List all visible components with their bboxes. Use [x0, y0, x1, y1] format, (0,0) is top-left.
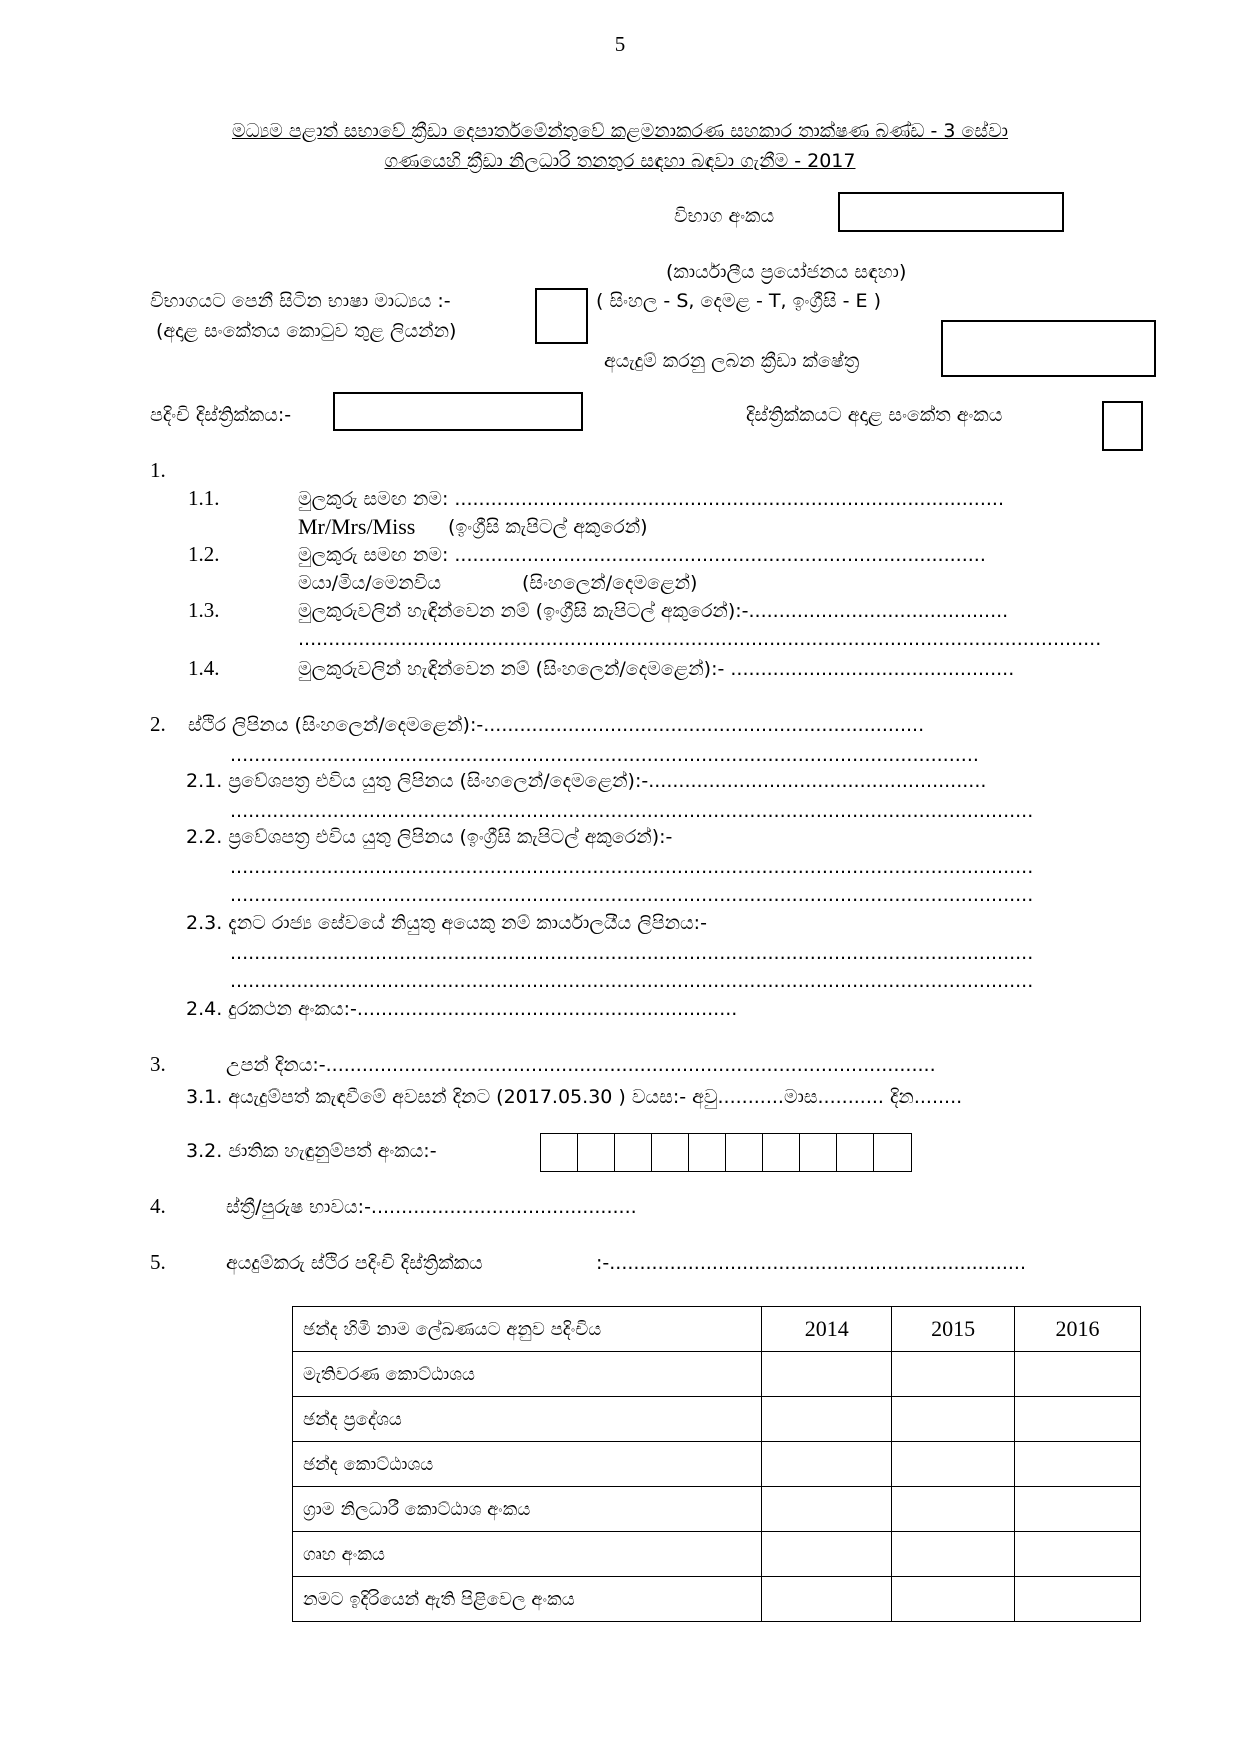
row-label: ගෘහ අංකය [293, 1532, 762, 1577]
section-4-number: 4. [150, 1194, 166, 1218]
exam-number-label: විභාග අංකය [674, 205, 775, 227]
nic-digit-cell[interactable] [541, 1134, 578, 1171]
item-1-2-title: මයා/මිය/මෙනවිය [298, 572, 442, 594]
table-row [293, 1487, 1141, 1532]
table-row [293, 1532, 1141, 1577]
item-2-3-office-address[interactable]: 2.3. දැනට රාජ්‍ය සේවයේ නියුතු අයෙකු නම් කාර්යාලයීය ලිපිනය:- [186, 912, 707, 934]
table-header-row [293, 1307, 1141, 1352]
district-box[interactable] [333, 392, 583, 431]
permanent-address-continuation[interactable]: ............................................................................................................................ [230, 744, 979, 766]
row-label: ඡන්ද කොට්ඨාශය [293, 1442, 762, 1487]
item-3-2-nic-label: 3.2. ජාතික හැඳුනුම්පත් අංකය:- [186, 1140, 437, 1162]
nic-digit-cell[interactable] [837, 1134, 874, 1171]
table-row [293, 1442, 1141, 1487]
nic-number-grid[interactable] [540, 1133, 912, 1172]
item-1-4-initials-name[interactable]: මුලකුරුවලින් හැඳින්වෙන නම් (සිංහලෙන්/දෙමළෙන්):- ............................................... [298, 658, 1015, 680]
exam-number-box[interactable] [838, 192, 1064, 232]
table-cell[interactable] [762, 1487, 892, 1532]
row-label: නමට ඉදිරියෙන් ඇති පිළිවෙල අංකය [293, 1577, 762, 1622]
district-code-box[interactable] [1102, 401, 1143, 451]
table-cell[interactable] [762, 1352, 892, 1397]
row-label: මැතිවරණ කොට්ඨාශය [293, 1352, 762, 1397]
nic-digit-cell[interactable] [578, 1134, 615, 1171]
district-label: පදිංචි දිස්ත්‍රික්කය:- [150, 404, 292, 426]
item-1-3-initials-name[interactable]: මුලකුරුවලින් හැඳින්වෙන නම් (ඉංග්‍රීසි කැපිටල් අකුරෙන්):-........................................... [298, 600, 1009, 622]
item-1-1-hint: (ඉංග්‍රීසි කැපිටල් අකුරෙන්) [448, 516, 648, 538]
item-1-4-number: 1.4. [188, 656, 220, 680]
table-cell[interactable] [1015, 1397, 1141, 1442]
section-3-number: 3. [150, 1052, 166, 1076]
table-cell[interactable] [892, 1532, 1015, 1577]
residence-table [292, 1306, 1141, 1622]
office-use-note: (කාර්යාලීය ප්‍රයෝජනය සඳහා) [666, 261, 907, 283]
item-1-3-number: 1.3. [188, 598, 220, 622]
nic-digit-cell[interactable] [652, 1134, 689, 1171]
page-number: 5 [614, 32, 626, 56]
table-cell[interactable] [892, 1577, 1015, 1622]
item-2-1-continuation[interactable]: ..................................................................................................................................... [230, 800, 1034, 822]
table-cell[interactable] [892, 1487, 1015, 1532]
item-2-2-continuation-2[interactable]: ..................................................................................................................................... [230, 884, 1034, 906]
table-cell[interactable] [892, 1442, 1015, 1487]
item-1-2-name[interactable]: මුලකුරු සමඟ නම: ........................................................................................ [298, 544, 986, 566]
language-medium-label: විභාගයට පෙනී සිටින භාෂා මාධ්‍යය :- [150, 290, 451, 312]
item-1-1-name[interactable]: මුලකුරු සමඟ නම: ........................................................................................... [298, 488, 1004, 510]
nic-digit-cell[interactable] [726, 1134, 763, 1171]
nic-digit-cell[interactable] [800, 1134, 837, 1171]
row-label: ඡන්ද ප්‍රදේශය [293, 1397, 762, 1442]
table-cell[interactable] [1015, 1487, 1141, 1532]
table-cell[interactable] [1015, 1532, 1141, 1577]
nic-digit-cell[interactable] [874, 1134, 911, 1171]
item-3-1-age[interactable]: 3.1. අයැදුම්පත් කැඳවීමේ අවසන් දිනට (2017.05.30 ) වයස:- අවු...........මාස........... දින........ [186, 1086, 963, 1108]
item-1-1-title: Mr/Mrs/Miss [298, 514, 416, 539]
section-2-number: 2. [150, 712, 166, 736]
language-codes: ( සිංහල - S, දෙමළ - T, ඉංග්‍රීසි - E ) [596, 290, 881, 312]
item-2-2-continuation-1[interactable]: ..................................................................................................................................... [230, 856, 1034, 878]
item-2-3-continuation-2[interactable]: ..................................................................................................................................... [230, 970, 1034, 992]
sport-field-label: අයැදුම් කරනු ලබන ක්‍රීඩා ක්ෂේත්‍ර [604, 350, 860, 372]
table-row [293, 1397, 1141, 1442]
year-2015-header: 2015 [892, 1307, 1015, 1352]
table-cell[interactable] [762, 1577, 892, 1622]
table-row [293, 1577, 1141, 1622]
form-title-line-1: මධ්‍යම පළාත් සභාවේ ක්‍රීඩා දෙපාර්තමේන්තුවේ කළමනාකරණ සහකාර තාක්ෂණ බණ්ඩ - 3 සේවා [231, 120, 1009, 142]
table-cell[interactable] [892, 1352, 1015, 1397]
language-code-box[interactable] [535, 288, 588, 344]
section-1-number: 1. [150, 458, 166, 482]
table-header-label: ඡන්ද හිමි නාම ලේඛණයට අනුව පදිංචිය [293, 1307, 762, 1352]
sport-field-box[interactable] [941, 320, 1156, 377]
gender[interactable]: ස්ත්‍රී/පුරුෂ භාවය:-............................................ [226, 1196, 637, 1218]
year-2016-header: 2016 [1015, 1307, 1141, 1352]
table-cell[interactable] [1015, 1442, 1141, 1487]
table-cell[interactable] [762, 1532, 892, 1577]
item-2-4-telephone[interactable]: 2.4. දුරකථන අංකය:-............................................................... [186, 998, 738, 1020]
item-1-1-number: 1.1. [188, 486, 220, 510]
section-5-number: 5. [150, 1250, 166, 1274]
table-cell[interactable] [892, 1397, 1015, 1442]
residence-district-label: අයදුම්කරු ස්ථිර පදිංචි දිස්ත්‍රික්කය [226, 1252, 483, 1274]
district-code-label: දිස්ත්‍රික්කයට අදාළ සංකේත අංකය [746, 404, 1003, 426]
language-medium-hint: (අදාළ සංකේතය කොටුව තුළ ලියන්න) [156, 320, 457, 342]
item-2-1-admission-address[interactable]: 2.1. ප්‍රවේශපත්‍ර එවිය යුතු ලිපිනය (සිංහලෙන්/දෙමළෙන්):-........................................................ [186, 770, 987, 792]
date-of-birth[interactable]: උපන් දිනය:-..................................................................................................... [226, 1054, 936, 1076]
table-cell[interactable] [1015, 1577, 1141, 1622]
item-1-2-number: 1.2. [188, 542, 220, 566]
item-1-2-hint: (සිංහලෙන්/දෙමළෙන්) [522, 572, 698, 594]
table-row [293, 1352, 1141, 1397]
nic-digit-cell[interactable] [689, 1134, 726, 1171]
nic-digit-cell[interactable] [615, 1134, 652, 1171]
row-label: ග්‍රාම නිලධාරී කොට්ඨාශ අංකය [293, 1487, 762, 1532]
permanent-address[interactable]: ස්ථිර ලිපිනය (සිංහලෙන්/දෙමළෙන්):-......................................................................... [188, 714, 925, 736]
item-1-3-continuation[interactable]: ..................................................................................................................................... [298, 628, 1102, 650]
residence-district-value[interactable]: :-..................................................................... [596, 1252, 1026, 1274]
nic-digit-cell[interactable] [763, 1134, 800, 1171]
item-2-3-continuation-1[interactable]: ..................................................................................................................................... [230, 942, 1034, 964]
table-cell[interactable] [762, 1442, 892, 1487]
table-cell[interactable] [762, 1397, 892, 1442]
year-2014-header: 2014 [762, 1307, 892, 1352]
item-2-2-admission-address-english[interactable]: 2.2. ප්‍රවේශපත්‍ර එවිය යුතු ලිපිනය (ඉංග්‍රීසි කැපිටල් අකුරෙන්):- [186, 826, 673, 848]
form-title-line-2: ගණයෙහි ක්‍රීඩා නිලධාරි තනතුර සඳහා බඳවා ගැනීම - 2017 [384, 150, 856, 172]
table-cell[interactable] [1015, 1352, 1141, 1397]
